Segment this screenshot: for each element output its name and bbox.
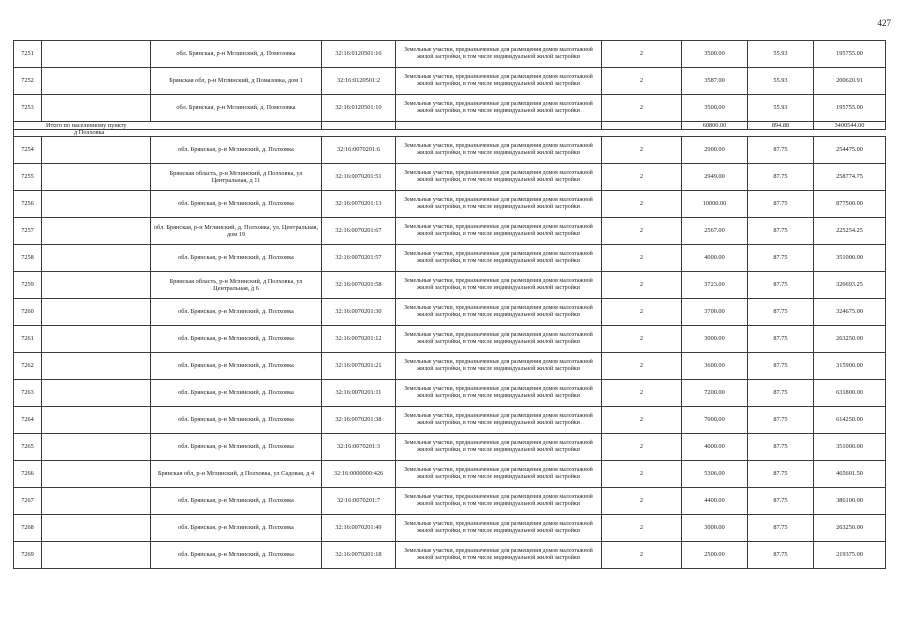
row-id: 7253 [14, 95, 42, 122]
row-id: 7261 [14, 326, 42, 353]
row-area: 2949.00 [682, 164, 748, 191]
row-empty [42, 542, 151, 569]
row-area: 3500.00 [682, 41, 748, 68]
row-rate: 87.75 [748, 407, 814, 434]
table-row [14, 488, 886, 515]
row-group: 2 [602, 164, 682, 191]
row-value: 877500.00 [814, 191, 886, 218]
table-row [14, 380, 886, 407]
row-area: 3500.00 [682, 95, 748, 122]
row-area: 3000.00 [682, 515, 748, 542]
row-empty [42, 353, 151, 380]
row-address: обл. Брянская, р-н Мглинский, д. Полховка [151, 434, 322, 461]
table-row [14, 353, 886, 380]
row-empty [42, 461, 151, 488]
row-rate: 87.75 [748, 164, 814, 191]
subtotal-value: 3400544.00 [814, 122, 886, 130]
row-address: обл. Брянская, р-н Мглинский, д. Полховка [151, 245, 322, 272]
row-group: 2 [602, 245, 682, 272]
page-number: 427 [877, 18, 891, 28]
row-address: обл. Брянская, р-н Мглинский, д. Полховка [151, 542, 322, 569]
row-value: 324675.00 [814, 299, 886, 326]
row-rate: 87.75 [748, 245, 814, 272]
row-address: обл. Брянская, р-н Мглинский, д. Помозовка [151, 95, 322, 122]
row-group: 2 [602, 95, 682, 122]
row-id: 7265 [14, 434, 42, 461]
row-group: 2 [602, 353, 682, 380]
row-address: Брянская область, р-н Мглинский, д Полховка, ул Центральная, д 6 [151, 272, 322, 299]
table-row [14, 164, 886, 191]
row-value: 263250.00 [814, 515, 886, 542]
row-cadastre: 32:16:0070201:38 [322, 407, 396, 434]
row-purpose: Земельные участки, предназначенные для размещения домов малоэтажной жилой застройки, в том числе индивидуальной жилой застройки [396, 299, 602, 326]
row-id: 7255 [14, 164, 42, 191]
row-empty [42, 245, 151, 272]
row-empty [42, 95, 151, 122]
row-area: 4000.00 [682, 245, 748, 272]
row-area: 10000.00 [682, 191, 748, 218]
row-purpose: Земельные участки, предназначенные для размещения домов малоэтажной жилой застройки, в том числе индивидуальной жилой застройки [396, 41, 602, 68]
row-area: 7200.00 [682, 380, 748, 407]
row-cadastre: 32:16:0070201:6 [322, 137, 396, 164]
row-group: 2 [602, 380, 682, 407]
row-rate: 87.75 [748, 218, 814, 245]
row-value: 465601.50 [814, 461, 886, 488]
locality-name: д Полховка [14, 130, 886, 137]
row-empty [42, 137, 151, 164]
row-value: 326693.25 [814, 272, 886, 299]
row-purpose: Земельные участки, предназначенные для размещения домов малоэтажной жилой застройки, в том числе индивидуальной жилой застройки [396, 326, 602, 353]
table-body-top [14, 41, 886, 122]
row-id: 7256 [14, 191, 42, 218]
row-rate: 87.75 [748, 461, 814, 488]
table-row [14, 542, 886, 569]
row-address: Брянская область, р-н Мглинский, д Полховка, ул Центральная, д 11 [151, 164, 322, 191]
row-empty [42, 191, 151, 218]
row-group: 2 [602, 434, 682, 461]
row-cadastre: 32:16:0070201:7 [322, 488, 396, 515]
table-row [14, 299, 886, 326]
table-row [14, 218, 886, 245]
row-empty [42, 41, 151, 68]
row-area: 4000.00 [682, 434, 748, 461]
row-value: 386100.00 [814, 488, 886, 515]
row-purpose: Земельные участки, предназначенные для размещения домов малоэтажной жилой застройки, в том числе индивидуальной жилой застройки [396, 218, 602, 245]
subtotal-section [14, 122, 886, 137]
row-group: 2 [602, 218, 682, 245]
row-empty [42, 434, 151, 461]
row-address: обл. Брянская, р-н Мглинский, д. Полховка [151, 299, 322, 326]
row-rate: 87.75 [748, 326, 814, 353]
row-area: 2900.00 [682, 137, 748, 164]
row-cadastre: 32:16:0120501:16 [322, 41, 396, 68]
row-id: 7267 [14, 488, 42, 515]
row-area: 3600.00 [682, 353, 748, 380]
row-group: 2 [602, 542, 682, 569]
row-value: 614250.00 [814, 407, 886, 434]
row-group: 2 [602, 461, 682, 488]
row-empty [42, 218, 151, 245]
row-purpose: Земельные участки, предназначенные для размещения домов малоэтажной жилой застройки, в том числе индивидуальной жилой застройки [396, 68, 602, 95]
row-rate: 55.93 [748, 95, 814, 122]
subtotal-label: Итого по населенному пункту [14, 122, 322, 130]
row-purpose: Земельные участки, предназначенные для размещения домов малоэтажной жилой застройки, в том числе индивидуальной жилой застройки [396, 164, 602, 191]
row-group: 2 [602, 272, 682, 299]
row-cadastre: 32:16:0070201:57 [322, 245, 396, 272]
table-row [14, 245, 886, 272]
subtotal-row [14, 122, 886, 130]
locality-row [14, 130, 886, 137]
row-purpose: Земельные участки, предназначенные для размещения домов малоэтажной жилой застройки, в том числе индивидуальной жилой застройки [396, 515, 602, 542]
row-empty [42, 326, 151, 353]
row-cadastre: 32:16:0070201:13 [322, 191, 396, 218]
row-id: 7257 [14, 218, 42, 245]
table-row [14, 515, 886, 542]
row-cadastre: 32:16:0070201:18 [322, 542, 396, 569]
row-value: 225254.25 [814, 218, 886, 245]
row-id: 7259 [14, 272, 42, 299]
row-address: обл. Брянская, р-н Мглинский, д. Полховка [151, 515, 322, 542]
table-row [14, 41, 886, 68]
row-value: 200620.91 [814, 68, 886, 95]
row-id: 7252 [14, 68, 42, 95]
row-purpose: Земельные участки, предназначенные для размещения домов малоэтажной жилой застройки, в том числе индивидуальной жилой застройки [396, 245, 602, 272]
row-value: 254475.00 [814, 137, 886, 164]
table-row [14, 434, 886, 461]
row-address: обл. Брянская, р-н Мглинский, д. Помозовка [151, 41, 322, 68]
row-purpose: Земельные участки, предназначенные для размещения домов малоэтажной жилой застройки, в том числе индивидуальной жилой застройки [396, 95, 602, 122]
row-area: 7000.00 [682, 407, 748, 434]
row-value: 315900.00 [814, 353, 886, 380]
row-value: 351000.00 [814, 245, 886, 272]
table-row [14, 407, 886, 434]
row-purpose: Земельные участки, предназначенные для размещения домов малоэтажной жилой застройки, в том числе индивидуальной жилой застройки [396, 191, 602, 218]
row-cadastre: 32:16:0070201:11 [322, 380, 396, 407]
subtotal-empty-cadastre [322, 122, 396, 130]
row-purpose: Земельные участки, предназначенные для размещения домов малоэтажной жилой застройки, в том числе индивидуальной жилой застройки [396, 488, 602, 515]
row-purpose: Земельные участки, предназначенные для размещения домов малоэтажной жилой застройки, в том числе индивидуальной жилой застройки [396, 272, 602, 299]
row-cadastre: 32:16:0120501:2 [322, 68, 396, 95]
row-empty [42, 380, 151, 407]
row-cadastre: 32:16:0070201:49 [322, 515, 396, 542]
row-purpose: Земельные участки, предназначенные для размещения домов малоэтажной жилой застройки, в том числе индивидуальной жилой застройки [396, 434, 602, 461]
row-area: 3723.00 [682, 272, 748, 299]
table-row [14, 95, 886, 122]
row-address: обл. Брянская, р-н Мглинский, д. Полховка [151, 191, 322, 218]
row-group: 2 [602, 137, 682, 164]
row-purpose: Земельные участки, предназначенные для размещения домов малоэтажной жилой застройки, в том числе индивидуальной жилой застройки [396, 137, 602, 164]
land-registry-table [13, 40, 886, 569]
row-area: 4400.00 [682, 488, 748, 515]
row-empty [42, 515, 151, 542]
row-id: 7260 [14, 299, 42, 326]
row-empty [42, 407, 151, 434]
row-purpose: Земельные участки, предназначенные для размещения домов малоэтажной жилой застройки, в том числе индивидуальной жилой застройки [396, 461, 602, 488]
table-row [14, 461, 886, 488]
subtotal-empty-purpose [396, 122, 602, 130]
row-address: обл. Брянская, р-н Мглинский, д. Полховка [151, 326, 322, 353]
row-cadastre: 32:16:0120501:10 [322, 95, 396, 122]
row-cadastre: 32:16:0070201:3 [322, 434, 396, 461]
row-rate: 87.75 [748, 353, 814, 380]
row-area: 3700.00 [682, 299, 748, 326]
row-rate: 87.75 [748, 488, 814, 515]
row-area: 3000.00 [682, 326, 748, 353]
row-id: 7266 [14, 461, 42, 488]
row-group: 2 [602, 68, 682, 95]
row-id: 7263 [14, 380, 42, 407]
subtotal-rate: 894.88 [748, 122, 814, 130]
table-row [14, 68, 886, 95]
row-cadastre: 32:16:0070201:67 [322, 218, 396, 245]
row-rate: 87.75 [748, 272, 814, 299]
row-group: 2 [602, 515, 682, 542]
row-area: 3587.00 [682, 68, 748, 95]
row-id: 7262 [14, 353, 42, 380]
row-empty [42, 272, 151, 299]
row-id: 7258 [14, 245, 42, 272]
row-area: 2567.00 [682, 218, 748, 245]
subtotal-empty-group [602, 122, 682, 130]
row-value: 195755.00 [814, 95, 886, 122]
row-cadastre: 32:16:0070201:12 [322, 326, 396, 353]
row-empty [42, 299, 151, 326]
row-id: 7264 [14, 407, 42, 434]
row-empty [42, 164, 151, 191]
row-empty [42, 68, 151, 95]
row-cadastre: 32:16:0000000:426 [322, 461, 396, 488]
row-cadastre: 32:16:0070201:58 [322, 272, 396, 299]
row-group: 2 [602, 488, 682, 515]
row-purpose: Земельные участки, предназначенные для размещения домов малоэтажной жилой застройки, в том числе индивидуальной жилой застройки [396, 542, 602, 569]
table-row [14, 326, 886, 353]
row-address: Брянская обл, р-н Мглинский, д Полховка, ул Садовая, д 4 [151, 461, 322, 488]
table-row [14, 191, 886, 218]
row-rate: 87.75 [748, 380, 814, 407]
row-empty [42, 488, 151, 515]
row-group: 2 [602, 41, 682, 68]
row-rate: 55.93 [748, 41, 814, 68]
row-area: 5306.00 [682, 461, 748, 488]
row-value: 263250.00 [814, 326, 886, 353]
row-rate: 87.75 [748, 434, 814, 461]
row-rate: 87.75 [748, 137, 814, 164]
row-address: Брянская обл, р-н Мглинский, д Помазовка, дом 1 [151, 68, 322, 95]
table-row [14, 272, 886, 299]
row-area: 2500.00 [682, 542, 748, 569]
row-cadastre: 32:16:0070201:30 [322, 299, 396, 326]
row-id: 7251 [14, 41, 42, 68]
row-value: 351000.00 [814, 434, 886, 461]
row-value: 219375.00 [814, 542, 886, 569]
row-purpose: Земельные участки, предназначенные для размещения домов малоэтажной жилой застройки, в том числе индивидуальной жилой застройки [396, 380, 602, 407]
row-rate: 87.75 [748, 299, 814, 326]
subtotal-area: 60800.00 [682, 122, 748, 130]
row-group: 2 [602, 299, 682, 326]
row-address: обл. Брянская, р-н Мглинский, д. Полховка [151, 488, 322, 515]
row-address: обл. Брянская, р-н Мглинский, д. Полховка [151, 353, 322, 380]
row-address: обл. Брянская, р-н Мглинский, д. Полховка, ул. Центральная, дом 19 [151, 218, 322, 245]
table-body-bottom [14, 137, 886, 569]
row-group: 2 [602, 407, 682, 434]
row-group: 2 [602, 191, 682, 218]
row-cadastre: 32:16:0070201:51 [322, 164, 396, 191]
row-id: 7269 [14, 542, 42, 569]
row-value: 195755.00 [814, 41, 886, 68]
row-rate: 55.93 [748, 68, 814, 95]
row-address: обл. Брянская, р-н Мглинский, д. Полховка [151, 380, 322, 407]
row-rate: 87.75 [748, 542, 814, 569]
table-row [14, 137, 886, 164]
row-value: 631800.00 [814, 380, 886, 407]
row-value: 258774.75 [814, 164, 886, 191]
row-group: 2 [602, 326, 682, 353]
row-cadastre: 32:16:0070201:21 [322, 353, 396, 380]
row-id: 7268 [14, 515, 42, 542]
row-address: обл. Брянская, р-н Мглинский, д. Полховка [151, 137, 322, 164]
row-rate: 87.75 [748, 515, 814, 542]
row-purpose: Земельные участки, предназначенные для размещения домов малоэтажной жилой застройки, в том числе индивидуальной жилой застройки [396, 407, 602, 434]
row-rate: 87.75 [748, 191, 814, 218]
row-id: 7254 [14, 137, 42, 164]
row-purpose: Земельные участки, предназначенные для размещения домов малоэтажной жилой застройки, в том числе индивидуальной жилой застройки [396, 353, 602, 380]
row-address: обл. Брянская, р-н Мглинский, д. Полховка [151, 407, 322, 434]
